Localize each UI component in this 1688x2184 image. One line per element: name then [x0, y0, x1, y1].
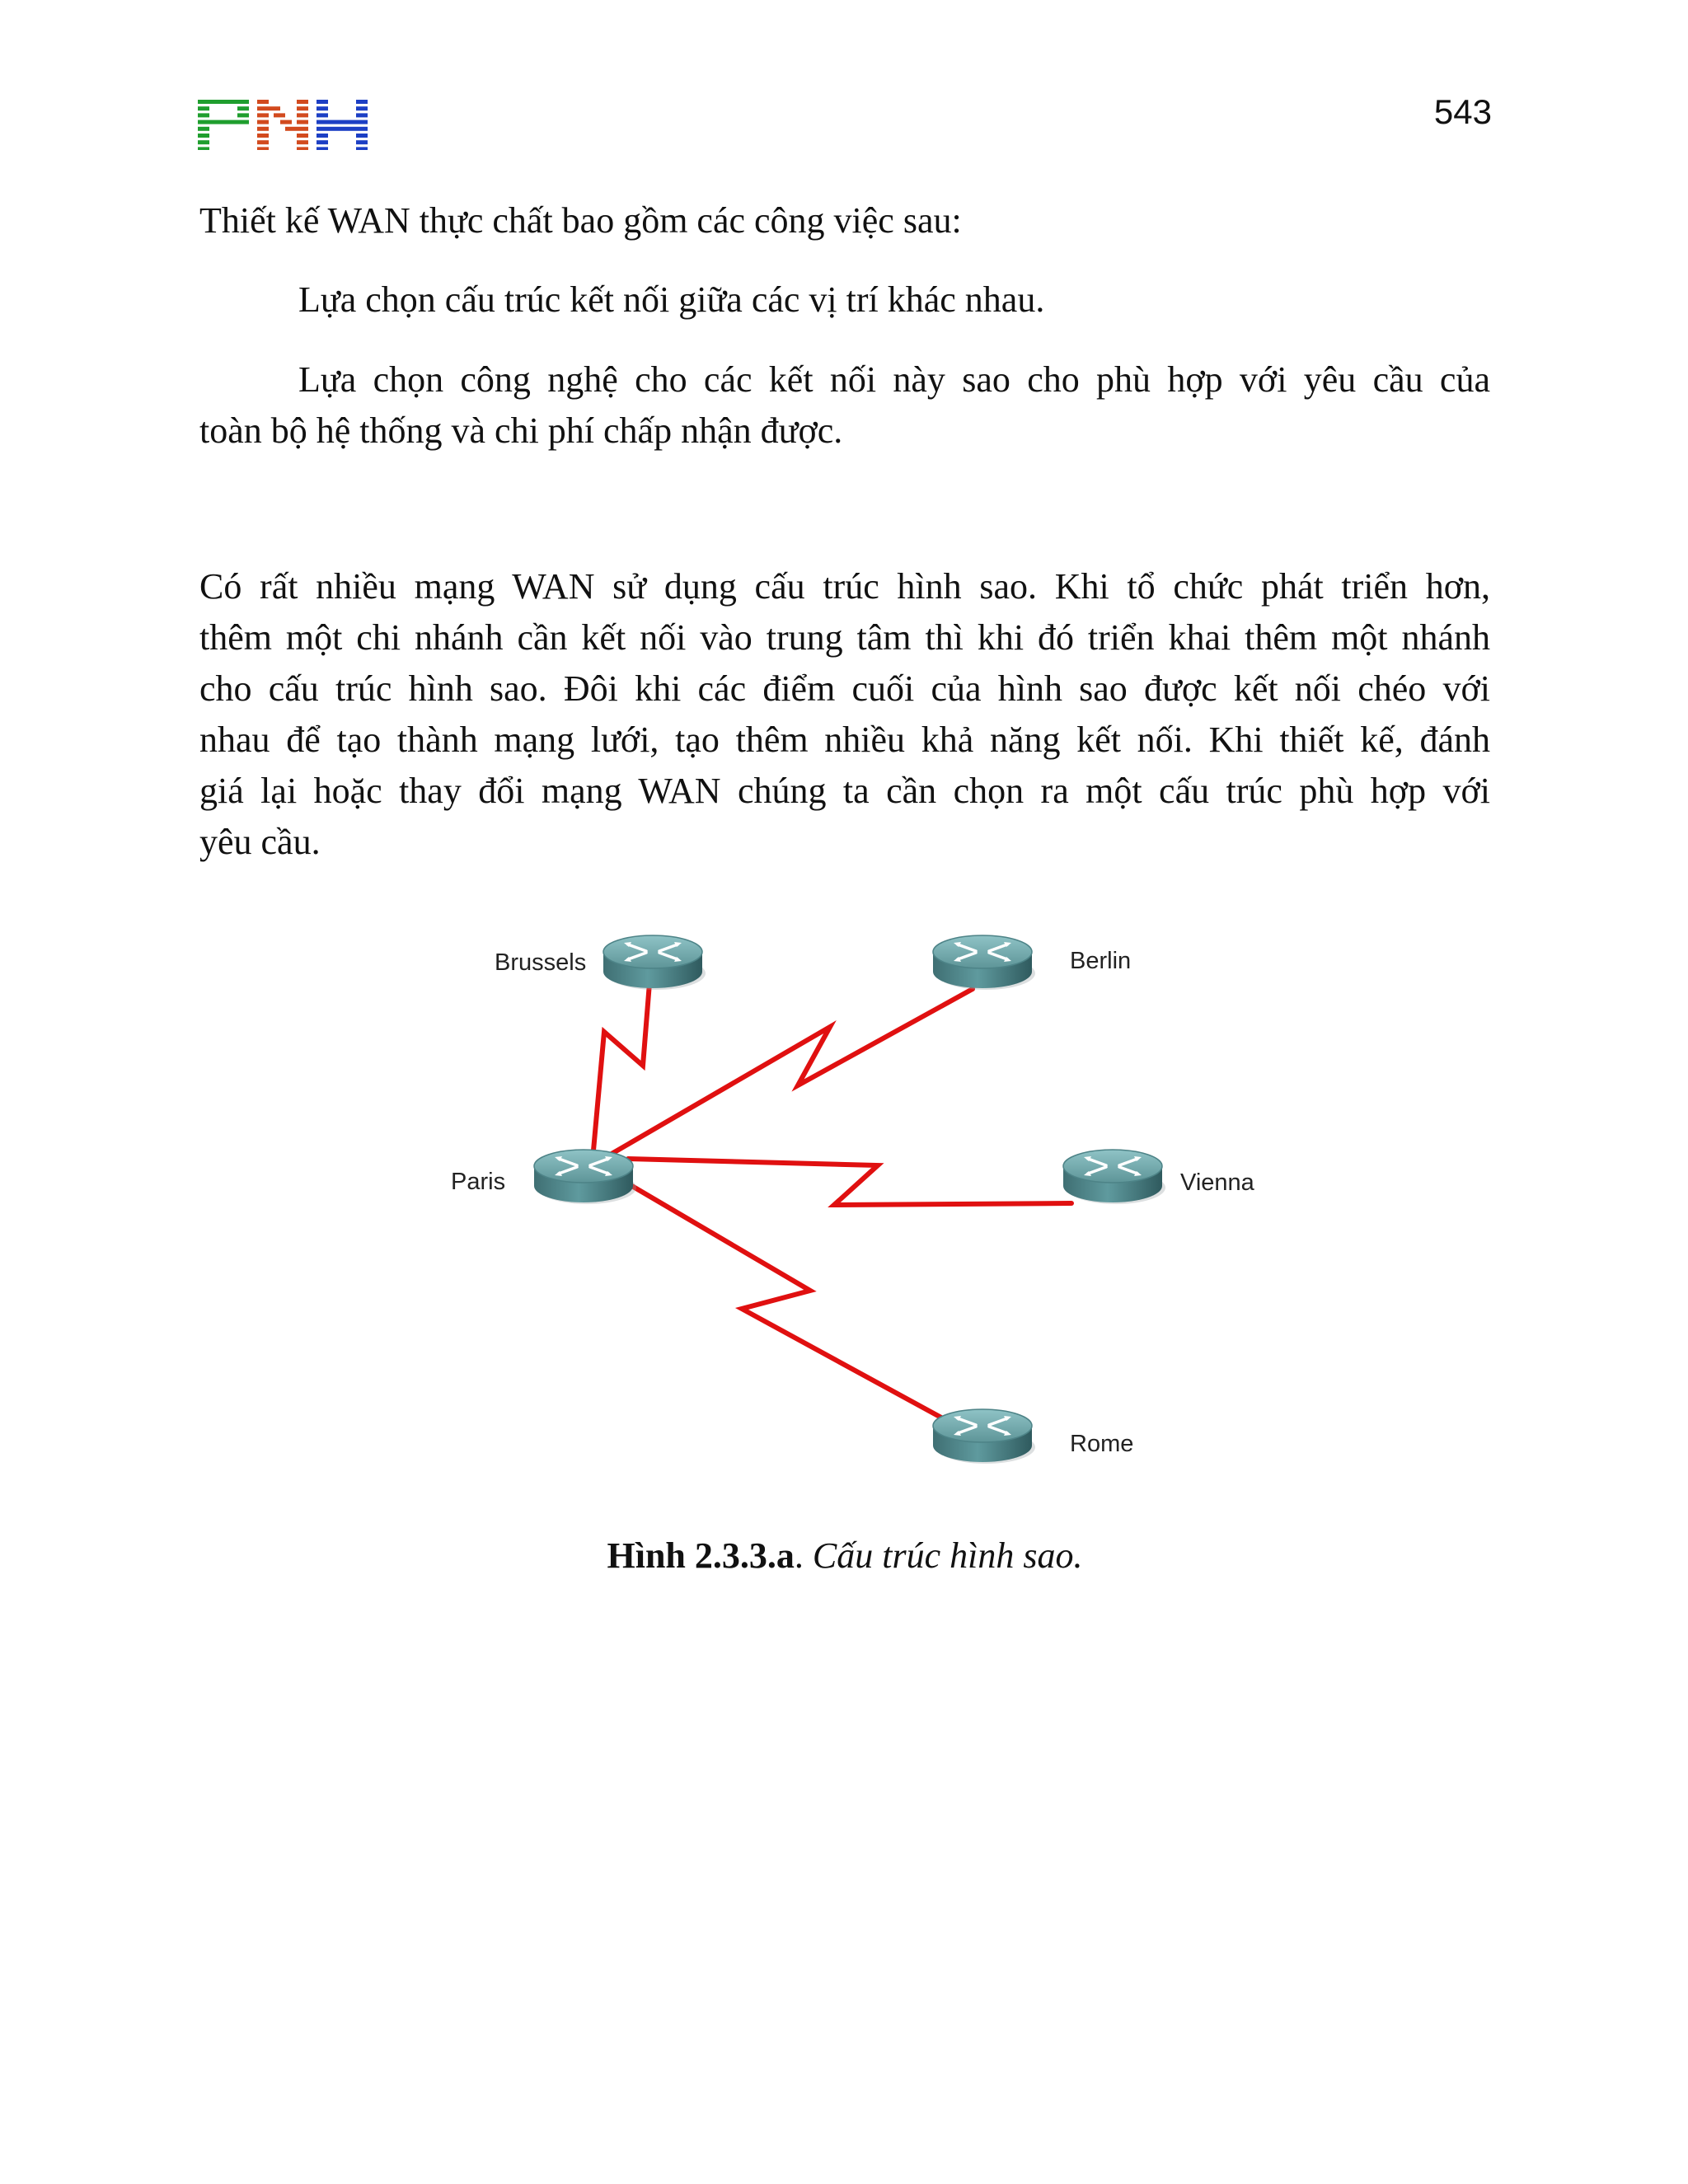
logo-stripe: [297, 140, 308, 144]
logo-stripe: [316, 127, 368, 131]
logo-stripe: [237, 106, 249, 110]
node-label-berlin: Berlin: [1070, 948, 1132, 974]
logo-stripe: [198, 147, 209, 150]
wan-link-paris-vienna: [628, 1159, 1071, 1205]
logo-stripe: [285, 127, 308, 131]
router-berlin-icon: [933, 935, 1035, 990]
star-topology-figure: [437, 915, 1294, 1492]
wan-link-paris-rome: [631, 1185, 941, 1418]
logo-stripe: [316, 140, 328, 144]
paragraph-line: yêu cầu.: [199, 822, 321, 862]
logo-stripe: [356, 106, 368, 110]
logo-stripe: [257, 134, 269, 138]
logo-stripe: [274, 113, 285, 117]
logo-stripe: [297, 134, 308, 138]
logo-stripe: [257, 140, 269, 144]
logo-stripe: [237, 113, 249, 117]
logo-stripe: [257, 127, 269, 131]
logo-letter-n: [257, 100, 308, 150]
pnh-logo: [198, 99, 368, 150]
logo-letter-h: [316, 100, 368, 150]
logo-stripe: [280, 120, 292, 124]
item-1-paragraph: Lựa chọn cấu trúc kết nối giữa các vị trí khác nhau.: [298, 279, 1045, 320]
node-label-brussels: Brussels: [495, 949, 587, 976]
caption-separator: .: [794, 1535, 813, 1576]
logo-stripe: [297, 147, 308, 150]
logo-stripe: [297, 120, 308, 124]
intro-paragraph: Thiết kế WAN thực chất bao gồm các công việc sau:: [199, 200, 962, 241]
logo-stripe: [198, 120, 249, 124]
star-topology-diagram: [437, 915, 1294, 1492]
logo-stripe: [356, 134, 368, 138]
logo-stripe: [316, 106, 328, 110]
logo-stripe: [198, 134, 209, 138]
router-brussels-icon: [603, 935, 706, 990]
logo-letter-p: [198, 100, 249, 150]
item-2-line-2: toàn bộ hệ thống và chi phí chấp nhận được.: [199, 410, 843, 451]
logo-stripe: [257, 147, 269, 150]
paragraph-line: Có rất nhiều mạng WAN sử dụng cấu trúc hình sao. Khi tổ chức phát triển hơn,: [199, 566, 1490, 607]
figure-caption: [199, 1535, 1490, 1577]
router-paris-icon: [534, 1150, 636, 1204]
item-2-line-1: Lựa chọn công nghệ cho các kết nối này sao cho phù hợp với yêu cầu của: [298, 359, 1490, 400]
logo-stripe: [257, 106, 280, 110]
logo-stripe: [356, 140, 368, 144]
logo-stripe: [198, 127, 209, 131]
node-label-paris: Paris: [451, 1169, 506, 1195]
paragraph-line: cho cấu trúc hình sao. Đôi khi các điểm cuối của hình sao được kết nối chéo với: [199, 668, 1490, 709]
star-topology-paragraph: [199, 561, 1490, 868]
logo-stripe: [316, 134, 328, 138]
logo-stripe: [257, 120, 269, 124]
logo-stripe: [297, 100, 308, 104]
logo-stripe: [297, 106, 308, 110]
logo-stripe: [198, 113, 209, 117]
logo-stripe: [257, 113, 269, 117]
wan-link-paris-berlin: [612, 989, 973, 1154]
caption-label: Hình 2.3.3.a: [607, 1535, 795, 1576]
router-rome-icon: [933, 1409, 1035, 1464]
logo-stripe: [316, 100, 328, 104]
logo-stripe: [316, 147, 328, 150]
logo-stripe: [316, 120, 368, 124]
logo-stripe: [356, 113, 368, 117]
router-vienna-icon: [1063, 1150, 1165, 1204]
node-label-vienna: Vienna: [1180, 1169, 1254, 1196]
logo-stripe: [198, 100, 249, 104]
caption-text: Cấu trúc hình sao.: [812, 1535, 1083, 1576]
logo-stripe: [297, 113, 308, 117]
logo-stripe: [257, 100, 269, 104]
logo-stripe: [198, 140, 209, 144]
page-number: 543: [1433, 92, 1492, 131]
paragraph-line: giá lại hoặc thay đổi mạng WAN chúng ta cần chọn ra một cấu trúc phù hợp với: [199, 771, 1490, 811]
logo-stripe: [356, 100, 368, 104]
node-label-rome: Rome: [1070, 1431, 1134, 1457]
logo-stripe: [356, 147, 368, 150]
logo-stripe: [198, 106, 209, 110]
paragraph-line: nhau để tạo thành mạng lưới, tạo thêm nhiều khả năng kết nối. Khi thiết kế, đánh: [199, 719, 1490, 760]
logo-stripe: [316, 113, 328, 117]
paragraph-line: thêm một chi nhánh cần kết nối vào trung tâm thì khi đó triển khai thêm một nhánh: [199, 617, 1490, 658]
